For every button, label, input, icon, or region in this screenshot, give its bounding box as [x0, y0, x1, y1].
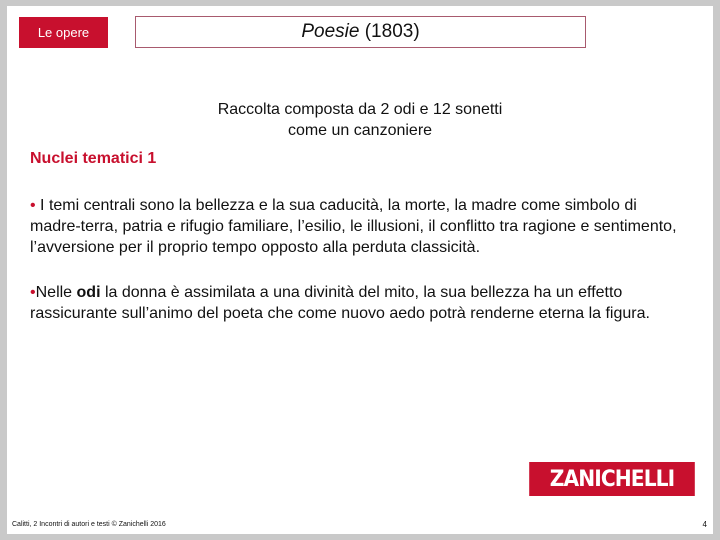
paragraph-odes-bold: odi	[76, 284, 101, 301]
bullet-icon: •	[30, 284, 36, 301]
subtitle-line-1: Raccolta composta da 2 odi e 12 sonetti	[217, 101, 503, 118]
paragraph-themes-text: I temi centrali sono la bellezza e la sua caducità, la morte, la madre come simbolo di madre-terra, patria e rifugio familiare, l’esilio, le illusioni, il conflitto tra ragione e sentimento, l’avversione per il proprio tempo opposto alla perduta classicità.	[30, 197, 677, 256]
publisher-logo: ZANICHELLI	[529, 462, 695, 496]
paragraph-themes	[30, 195, 690, 258]
page-number: 4	[702, 520, 707, 529]
title-year: (1803)	[359, 21, 420, 42]
paragraph-odes-text-start: Nelle	[35, 284, 77, 301]
subtitle-line-2: come un canzoniere	[287, 122, 433, 139]
section-heading: Nuclei tematici 1	[30, 150, 157, 167]
slide-title	[135, 16, 586, 48]
paragraph-odes	[30, 282, 690, 324]
paragraph-odes-text-end: la donna è assimilata a una divinità del mito, la sua bellezza ha un effetto rassicurante sull’animo del poeta che come nuovo aedo potrà renderne eterna la figura.	[30, 284, 650, 322]
bullet-icon: •	[30, 197, 36, 214]
slide-subtitle	[7, 99, 713, 141]
slide	[7, 6, 713, 534]
section-tag: Le opere	[19, 17, 108, 48]
footer-credit: Calitti, 2 Incontri di autori e testi © Zanichelli 2016	[12, 521, 166, 528]
title-work-name: Poesie	[301, 21, 360, 42]
